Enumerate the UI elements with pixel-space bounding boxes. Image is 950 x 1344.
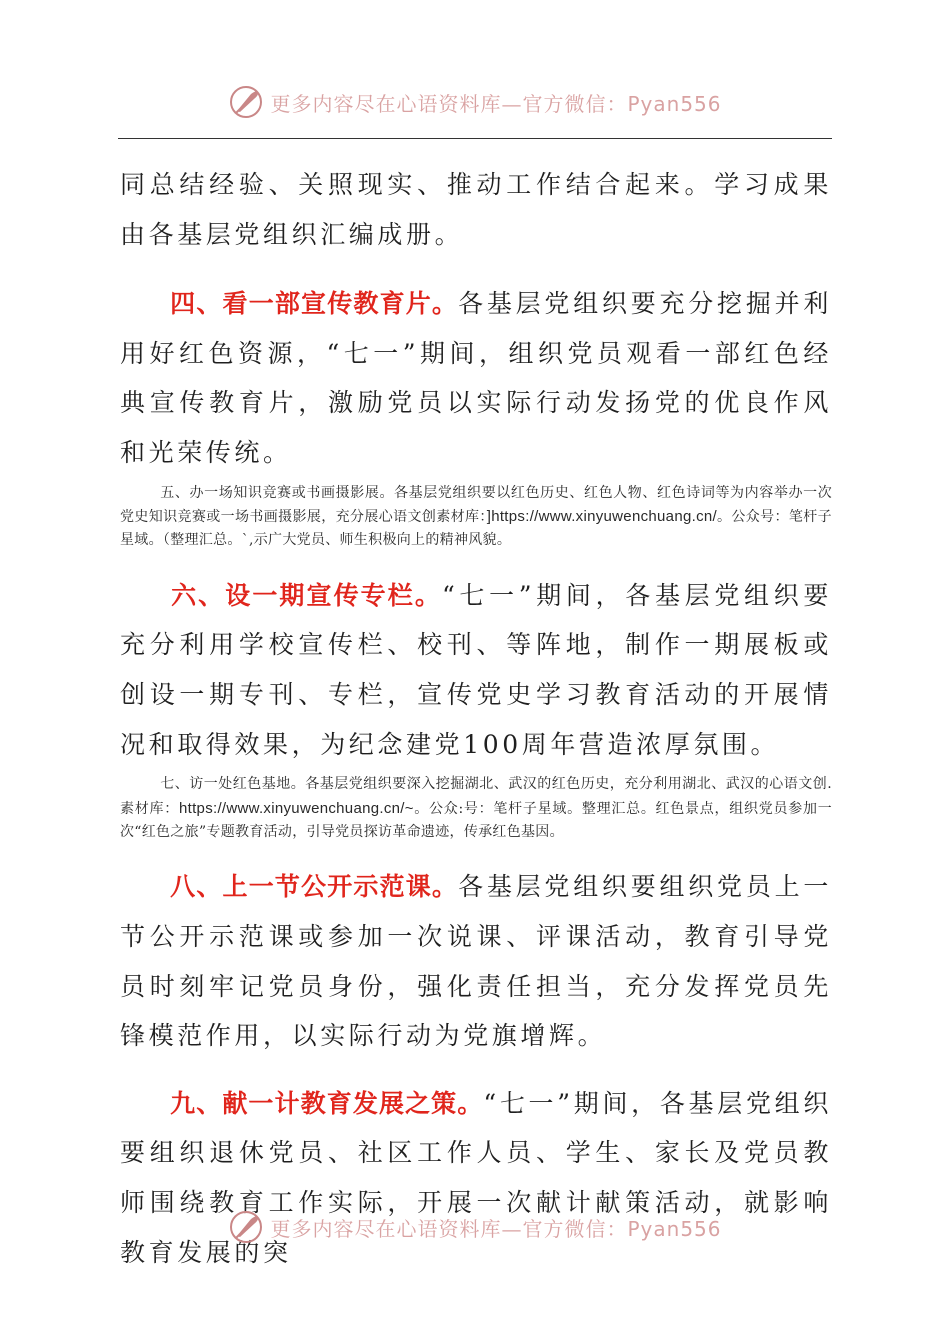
section-7: 七、访一处红色基地。各基层党组织要深入挖掘湖北、武汉的红色历史，充分利用湖北、武汉的心语文创.素材库：https://www.xinyuwenchuang.cn/~。公众:号：笔杆子星域。整理汇总。红色景点，组织党员参加一次“红色之旅”专题教育活动，引导党员探访革命遗迹，传承红色基因。 xyxy=(120,776,832,840)
header-account: Pyan556 xyxy=(627,91,722,116)
section-7-url: https://www.xinyuwenchuang.cn/~ xyxy=(178,799,414,817)
section-6 xyxy=(120,571,832,769)
section-9-heading: 九、献一计教育发展之策。 xyxy=(170,1088,484,1118)
section-4-heading: 四、看一部宣传教育片。 xyxy=(170,289,459,319)
header-banner xyxy=(0,82,950,122)
section-9 xyxy=(120,1079,832,1277)
footer-banner xyxy=(0,1207,950,1247)
footer-account: Pyan556 xyxy=(627,1216,722,1241)
document-body xyxy=(120,160,832,1277)
quill-pen-icon xyxy=(228,84,264,120)
section-9-text: “七一”期间，各基层党组织要组织退休党员、社区工作人员、学生、家长及党员教师围绕教育工作实际，开展一次献计献策活动，就影响教育发展的突 xyxy=(120,1088,832,1267)
paragraph-continued: 同总结经验、关照现实、推动工作结合起来。学习成果由各基层党组织汇编成册。 xyxy=(120,170,832,249)
section-6-heading: 六、设一期宣传专栏。 xyxy=(170,580,442,610)
footer-banner-text: 更多内容尽在心语资料库—官方微信：Pyan556 xyxy=(270,1216,722,1241)
section-8-heading: 八、上一节公开示范课。 xyxy=(170,872,459,902)
section-4 xyxy=(120,279,832,477)
section-6-text: “七一”期间，各基层党组织要充分利用学校宣传栏、校刊、等阵地，制作一期展板或创设一期专刊、专栏，宣传党史学习教育活动的开展情况和取得效果，为纪念建党100周年营造浓厚氛围。 xyxy=(120,580,832,759)
section-8-text: 各基层党组织要组织党员上一节公开示范课或参加一次说课、评课活动，教育引导党员时刻牢记党员身份，强化责任担当，充分发挥党员先锋模范作用，以实际行动为党旗增辉。 xyxy=(120,872,832,1051)
section-5: 五、办一场知识竞赛或书画摄影展。各基层党组织要以红色历史、红色人物、红色诗词等为内容举办一次党史知识竞赛或一场书画摄影展，充分展心语文创素材库：]https://www.xinyuwenchuang.cn/。公众号：笔杆子星域。（整理汇总。`,示广大党员、师生积极向上的精神风貌。 xyxy=(120,484,832,549)
header-banner-text: 更多内容尽在心语资料库—官方微信：Pyan556 xyxy=(270,91,722,116)
section-4-text: 各基层党组织要充分挖掘并利用好红色资源，“七一”期间，组织党员观看一部红色经典宣传教育片，激励党员以实际行动发扬党的优良作风和光荣传统。 xyxy=(120,289,832,467)
quill-pen-icon xyxy=(228,1209,264,1245)
header-divider xyxy=(118,138,832,139)
section-8 xyxy=(120,862,832,1060)
section-5-url: ]https://www.xinyuwenchuang.cn/ xyxy=(486,507,717,525)
